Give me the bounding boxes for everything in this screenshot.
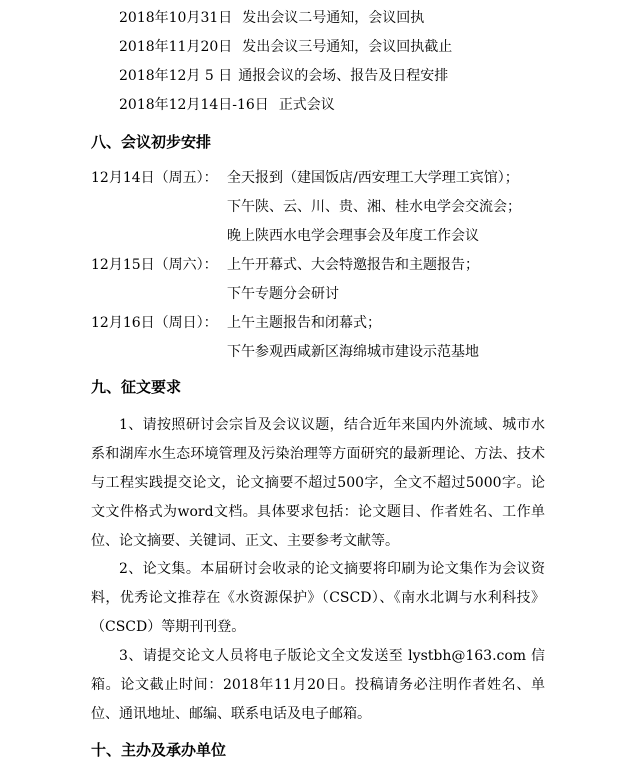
section-heading: 九、征文要求 xyxy=(91,378,182,396)
schedule-item xyxy=(119,37,452,57)
paragraph xyxy=(91,642,545,729)
schedule-item xyxy=(119,8,424,28)
schedule-text: 通报会议的会场、报告及日程安排 xyxy=(238,68,449,84)
day-date: 12月15日（周六）： xyxy=(91,257,218,273)
paragraph-text: 2、论文集。本届研讨会收录的论文摘要将印刷为论文集作为会议资料，优秀论文推荐在《水资源保护》（CSCD）、《南水北调与水利科技》（CSCD）等期刊刊登。 xyxy=(91,561,545,635)
schedule-item xyxy=(119,66,448,86)
schedule-text: 发出会议二号通知，会议回执 xyxy=(242,10,425,26)
schedule-text: 发出会议三号通知，会议回执截止 xyxy=(242,39,453,55)
schedule-text: 正式会议 xyxy=(278,97,335,113)
day-item: 下午陕、云、川、贵、湘、桂水电学会交流会； xyxy=(227,199,521,215)
schedule-item xyxy=(119,95,335,115)
section-heading: 十、主办及承办单位 xyxy=(91,741,227,759)
paragraph xyxy=(91,411,545,556)
section-heading: 八、会议初步安排 xyxy=(91,133,212,151)
schedule-date: 2018年12月14日-16日 xyxy=(119,97,269,113)
day-item: 上午开幕式、大会特邀报告和主题报告； xyxy=(227,257,479,273)
day-item: 全天报到（建国饭店/西安理工大学理工宾馆）； xyxy=(227,170,519,186)
day-item: 下午参观西咸新区海绵城市建设示范基地 xyxy=(227,344,479,360)
paragraph xyxy=(91,555,545,642)
schedule-date: 2018年11月20日 xyxy=(119,39,233,55)
day-item: 下午专题分会研讨 xyxy=(227,286,339,302)
day-item: 上午主题报告和闭幕式； xyxy=(227,315,381,331)
day-date: 12月16日（周日）： xyxy=(91,315,218,331)
day-item: 晚上陕西水电学会理事会及年度工作会议 xyxy=(227,228,479,244)
day-date: 12月14日（周五）： xyxy=(91,170,218,186)
paragraph-text: 1、请按照研讨会宗旨及会议议题，结合近年来国内外流域、城市水系和湖库水生态环境管理及污染治理等方面研究的最新理论、方法、技术与工程实践提交论文，论文摘要不超过500字，全文不超过5000字。论文文件格式为word文档。具体要求包括：论文题目、作者姓名、工作单位、论文摘要、关键词、正文、主要参考文献等。 xyxy=(91,417,545,549)
paragraph-text: 3、请提交论文人员将电子版论文全文发送至 lystbh@163.com 信箱。论文截止时间：2018年11月20日。投稿请务必注明作者姓名、单位、通讯地址、邮编、联系电话及电子邮箱。 xyxy=(91,648,545,722)
schedule-date: 2018年10月31日 xyxy=(119,10,233,26)
schedule-date: 2018年12月 5 日 xyxy=(119,68,233,84)
